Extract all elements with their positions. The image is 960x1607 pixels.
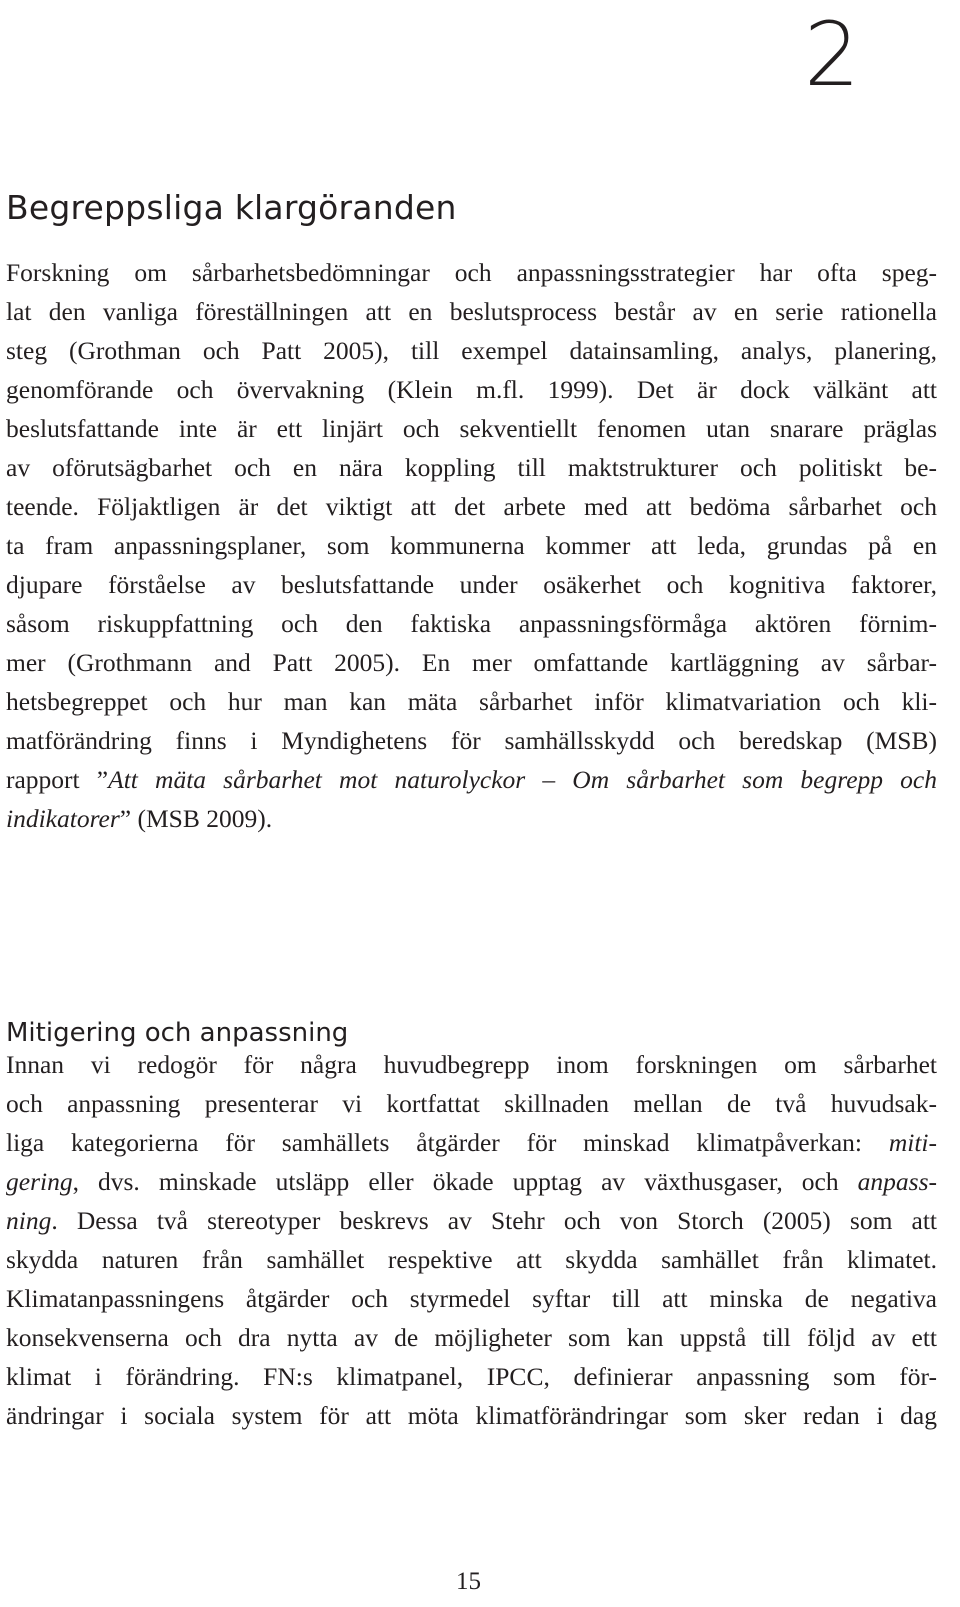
- body-line: matförändring finns i Myndighetens för samhällsskydd och beredskap (MSB): [6, 726, 937, 755]
- body-line: klimat i förändring. FN:s klimatpanel, IPCC, definierar anpassning som för-: [6, 1362, 937, 1391]
- body-line: steg (Grothman och Patt 2005), till exempel datainsamling, analys, planering,: [6, 336, 937, 365]
- body-line: ning. Dessa två stereotyper beskrevs av Stehr och von Storch (2005) som att: [6, 1206, 937, 1235]
- body-line: djupare förståelse av beslutsfattande under osäkerhet och kognitiva faktorer,: [6, 570, 937, 599]
- body-line: Klimatanpassningens åtgärder och styrmedel syftar till att minska de negativa: [6, 1284, 937, 1313]
- body-line: genomförande och övervakning (Klein m.fl. 1999). Det är dock välkänt att: [6, 375, 937, 404]
- body-line: rapport ”Att mäta sårbarhet mot naturolyckor – Om sårbarhet som begrepp och: [6, 765, 937, 794]
- body-line: Innan vi redogör för några huvudbegrepp inom forskningen om sårbarhet: [6, 1050, 937, 1079]
- body-line: hetsbegreppet och hur man kan mäta sårbarhet inför klimatvariation och kli-: [6, 687, 937, 716]
- body-line: lat den vanliga föreställningen att en beslutsprocess består av en serie rationella: [6, 297, 937, 326]
- body-line: indikatorer” (MSB 2009).: [6, 804, 273, 833]
- body-line: såsom riskuppfattning och den faktiska anpassningsförmåga aktören förnim-: [6, 609, 937, 638]
- body-line: konsekvenserna och dra nytta av de möjligheter som kan uppstå till följd av ett: [6, 1323, 937, 1352]
- body-line: av oförutsägbarhet och en nära koppling till maktstrukturer och politiskt be-: [6, 453, 937, 482]
- body-line: ta fram anpassningsplaner, som kommunerna kommer att leda, grundas på en: [6, 531, 937, 560]
- page-number: 15: [456, 1568, 481, 1595]
- body-line: beslutsfattande inte är ett linjärt och sekventiellt fenomen utan snarare präglas: [6, 414, 937, 443]
- body-line: ändringar i sociala system för att möta klimatförändringar som sker redan i dag: [6, 1401, 937, 1430]
- subsection-heading: Mitigering och anpassning: [6, 1018, 349, 1048]
- body-line: och anpassning presenterar vi kortfattat skillnaden mellan de två huvudsak-: [6, 1089, 937, 1118]
- body-line: skydda naturen från samhället respektive att skydda samhället från klimatet.: [6, 1245, 937, 1274]
- chapter-number: 2: [804, 3, 860, 106]
- body-line: teende. Följaktligen är det viktigt att det arbete med att bedöma sårbarhet och: [6, 492, 937, 521]
- body-line: liga kategorierna för samhällets åtgärder för minskad klimatpåverkan: miti-: [6, 1128, 937, 1157]
- body-line: Forskning om sårbarhetsbedömningar och anpassningsstrategier har ofta speg-: [6, 258, 937, 287]
- body-line: gering, dvs. minskade utsläpp eller ökade upptag av växthusgaser, och anpass-: [6, 1167, 937, 1196]
- section-heading: Begreppsliga klargöranden: [6, 188, 457, 227]
- body-line: mer (Grothmann and Patt 2005). En mer omfattande kartläggning av sårbar-: [6, 648, 937, 677]
